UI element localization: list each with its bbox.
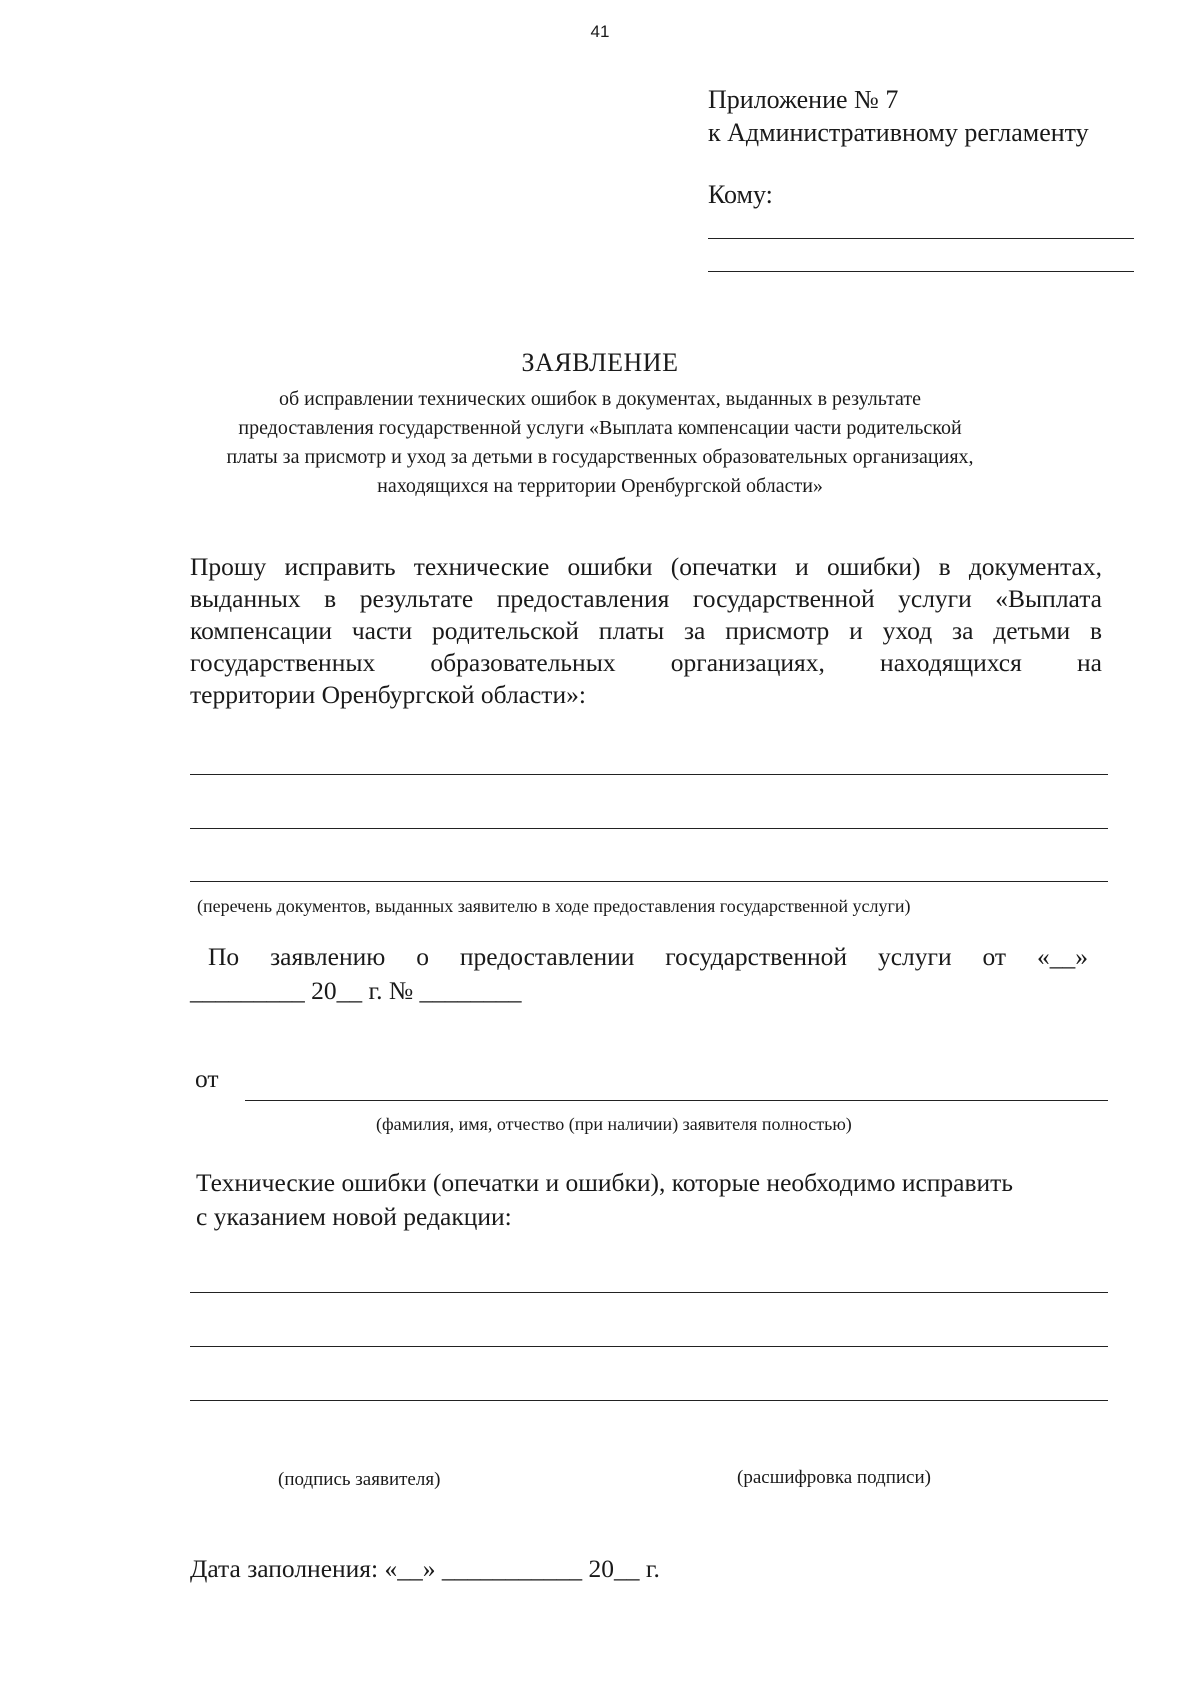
documents-list-caption: (перечень документов, выданных заявителю в ходе предоставления государственной услуги) xyxy=(197,896,911,916)
errors-text-line: Технические ошибки (опечатки и ошибки), которые необходимо исправить xyxy=(196,1168,1013,1197)
documents-list-line-3[interactable] xyxy=(190,881,1108,882)
documents-list-line-2[interactable] xyxy=(190,828,1108,829)
request-text-line: Прошу исправить технические ошибки (опечатки и ошибки) в документах, xyxy=(190,552,1102,581)
request-text-line: территории Оренбургской области»: xyxy=(190,680,586,709)
errors-line-2[interactable] xyxy=(190,1346,1108,1347)
appendix-title: Приложение № 7 xyxy=(708,85,899,114)
signature-caption: (подпись заявителя) xyxy=(278,1469,441,1490)
document-subtitle-line: платы за присмотр и уход за детьми в государственных образовательных организациях, xyxy=(226,446,974,468)
request-text-line: выданных в результате предоставления государственной услуги «Выплата xyxy=(190,584,1102,613)
errors-line-3[interactable] xyxy=(190,1400,1108,1401)
document-subtitle-line: об исправлении технических ошибок в документах, выданных в результате xyxy=(278,388,922,410)
recipient-line-1[interactable] xyxy=(708,238,1134,239)
signature-decoding-caption: (расшифровка подписи) xyxy=(737,1467,931,1488)
request-text-line: государственных образовательных организациях, находящихся на xyxy=(190,648,1102,677)
document-subtitle-line: предоставления государственной услуги «Выплата компенсации части родительской xyxy=(238,417,962,439)
from-label: от xyxy=(195,1064,219,1093)
application-reference-line: По заявлению о предоставлении государственной услуги от «__» xyxy=(208,942,1088,971)
document-subtitle-line: находящихся на территории Оренбургской области» xyxy=(377,475,823,497)
applicant-name-line[interactable] xyxy=(245,1100,1108,1101)
errors-line-1[interactable] xyxy=(190,1292,1108,1293)
recipient-line-2[interactable] xyxy=(708,271,1134,272)
document-title: ЗАЯВЛЕНИЕ xyxy=(521,348,679,377)
application-date-number-line[interactable]: _________ 20__ г. № ________ xyxy=(190,976,522,1005)
request-text-line: компенсации части родительской платы за присмотр и уход за детьми в xyxy=(190,616,1102,645)
appendix-subtitle: к Административному регламенту xyxy=(708,118,1089,147)
page-number: 41 xyxy=(590,22,610,41)
fill-date[interactable]: Дата заполнения: «__» ___________ 20__ г. xyxy=(190,1554,660,1583)
recipient-label: Кому: xyxy=(708,180,773,209)
documents-list-line-1[interactable] xyxy=(190,774,1108,775)
errors-text-line: с указанием новой редакции: xyxy=(196,1202,512,1231)
applicant-name-caption: (фамилия, имя, отчество (при наличии) заявителя полностью) xyxy=(376,1114,852,1134)
